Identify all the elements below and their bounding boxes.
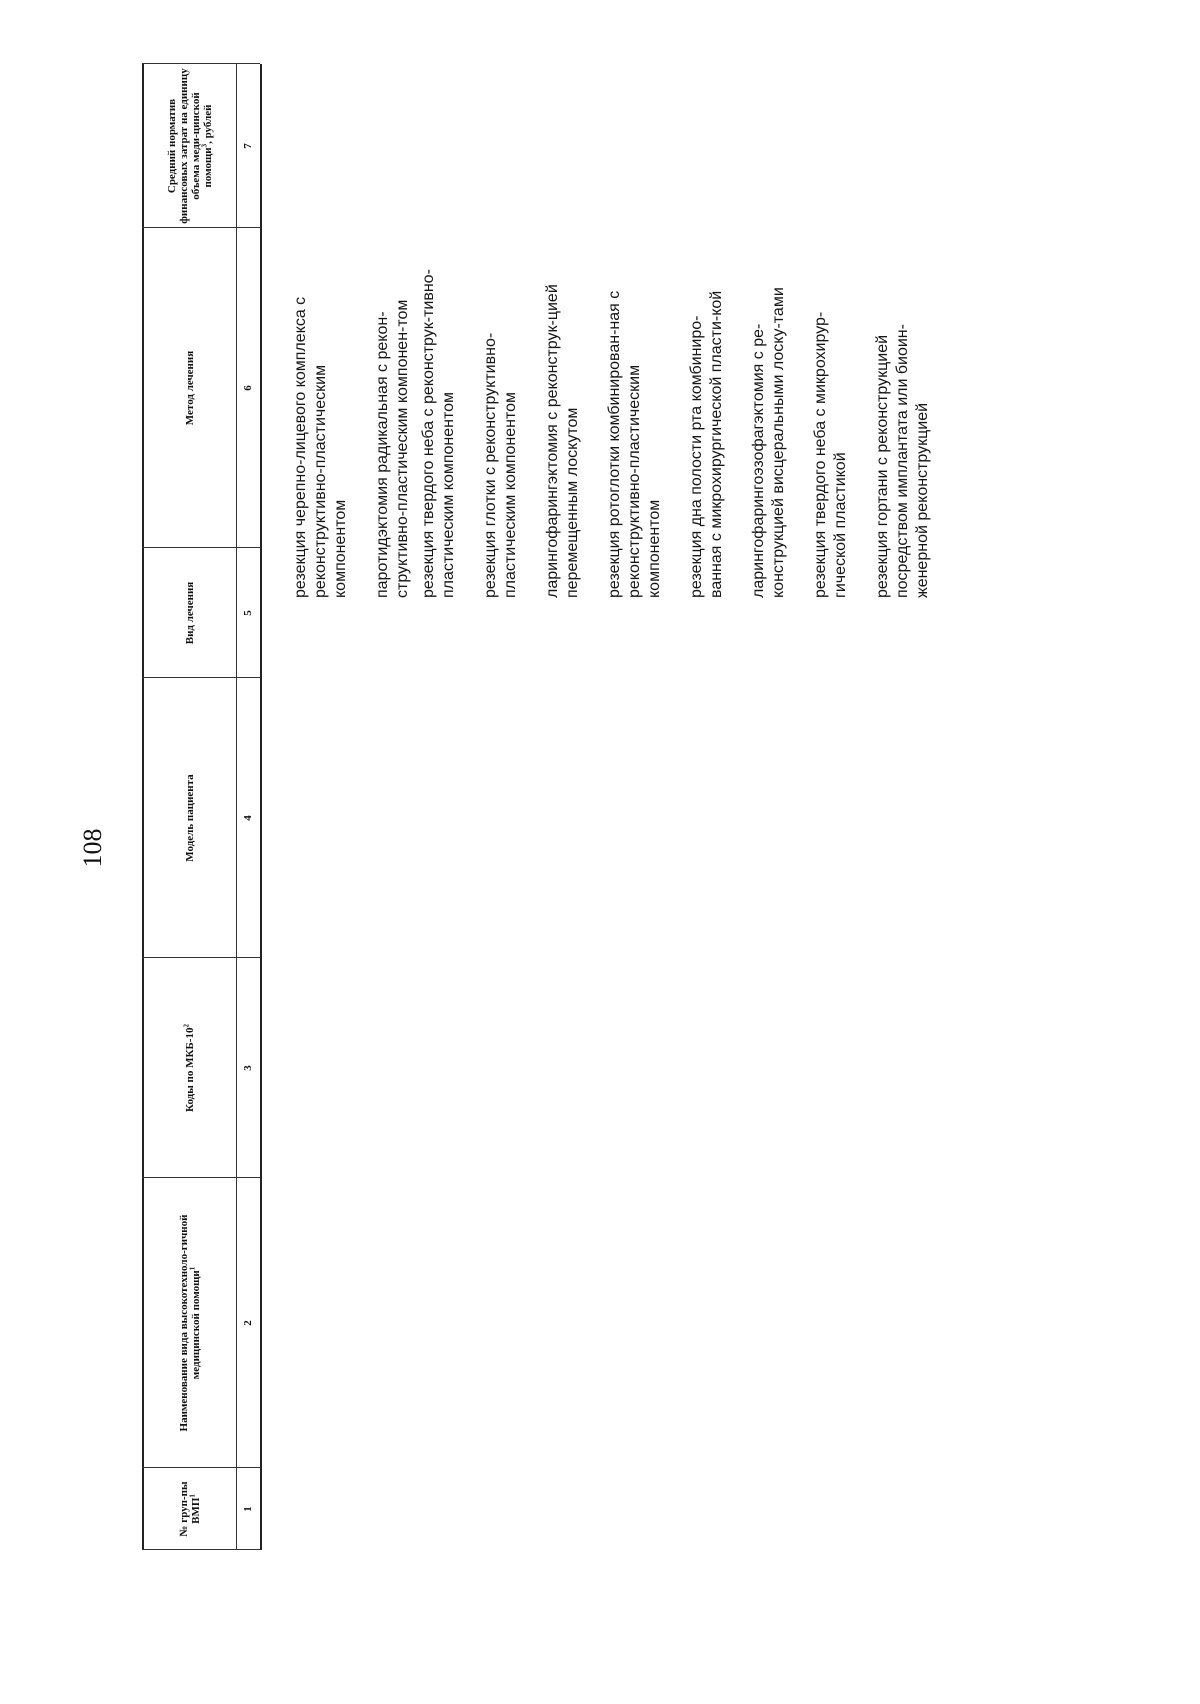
treatment-method-item: резекция черепно-лицевого комплекса с реконструктивно-пластическим компонентом — [292, 296, 349, 598]
header-treatment-method: Метод лечения — [184, 350, 196, 426]
column-number: 3 — [242, 1065, 254, 1071]
treatment-method-item: резекция дна полости рта комбиниро-ванная с микрохирургической пласти-кой — [688, 290, 725, 598]
table-header — [0, 0, 260, 1704]
column-number: 1 — [242, 1506, 254, 1512]
col-border — [142, 63, 260, 64]
col-border — [142, 1467, 260, 1468]
col-border — [142, 547, 260, 548]
treatment-method-item: резекция глотки с реконструктивно-пластическим компонентом — [482, 332, 519, 598]
col-border — [142, 677, 260, 678]
column-number: 5 — [242, 610, 254, 616]
treatment-method-item: паротидэктомия радикальная с рекон-структивно-пластическим компонен-том — [374, 299, 411, 598]
header-vmp-name: Наименование вида высокотехноло-гичной медицинской помощи$^1$ — [178, 1214, 202, 1432]
header-cost-standard: Средний норматив финансовых затрат на единицу объема меди-цинской помощи$^3$, рублей — [166, 68, 214, 224]
header-group-number: № груп-пы ВМП$^1$ — [178, 1481, 202, 1537]
treatment-method-list — [291, 268, 933, 598]
header-patient-model: Модель пациента — [184, 774, 196, 862]
table-header-rule — [236, 64, 237, 1550]
treatment-method-item: ларингофарингэктомия с реконструк-цией перемещенным лоскутом — [544, 284, 581, 598]
table-top-rule — [142, 64, 144, 1550]
treatment-method-item: резекция ротоглотки комбинирован-ная с реконструктивно-пластическим компонентом — [606, 290, 663, 598]
column-number: 6 — [242, 385, 254, 391]
page-number: 108 — [78, 828, 107, 868]
treatment-method-item: резекция твердого неба с реконструк-тивно-пластическим компонентом — [420, 269, 457, 598]
col-border — [142, 1177, 260, 1178]
header-treatment-type: Вид лечения — [184, 581, 196, 645]
treatment-method-item: резекция гортани с реконструкцией посредством имплантата или биоин-женерной реконструкцией — [874, 324, 931, 598]
col-border — [142, 227, 260, 228]
column-number: 2 — [242, 1320, 254, 1326]
treatment-method-item: ларингофарингоэзофагэктомия с ре-конструкцией висцеральными лоску-тами — [750, 287, 787, 598]
table-numbers-rule — [260, 64, 262, 1550]
column-number: 7 — [242, 143, 254, 149]
col-border — [142, 1549, 260, 1550]
treatment-method-item: резекция твердого неба с микрохирур-гической пластикой — [812, 311, 849, 598]
col-border — [142, 957, 260, 958]
header-icd-codes: Коды по МКБ-$10^2$ — [182, 1024, 196, 1112]
column-number: 4 — [242, 815, 254, 821]
